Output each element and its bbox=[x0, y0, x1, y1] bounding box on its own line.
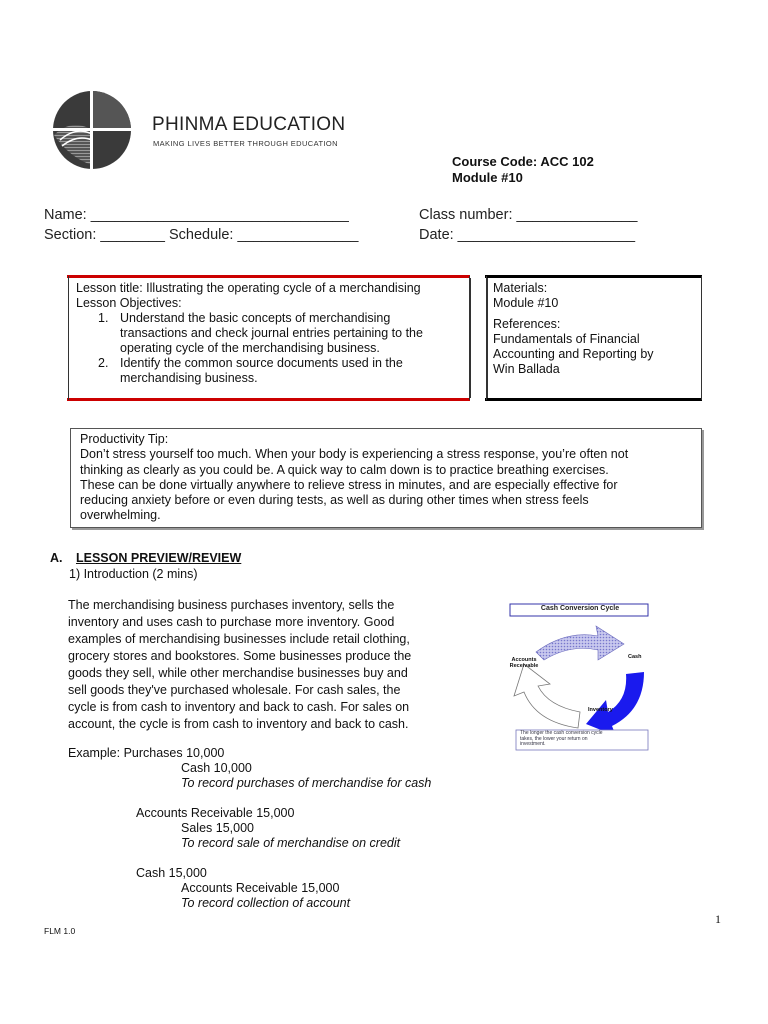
entry-3-credit: Accounts Receivable 15,000 bbox=[181, 881, 340, 895]
intro-line: examples of merchandising businesses include retail clothing, bbox=[68, 632, 410, 646]
objective-2-line: Identify the common source documents used in the bbox=[120, 356, 403, 370]
entry-2-debit: Accounts Receivable 15,000 bbox=[136, 806, 295, 820]
intro-paragraph bbox=[68, 597, 458, 733]
materials-label: Materials: bbox=[493, 281, 548, 295]
section-a-subheading: 1) Introduction (2 mins) bbox=[69, 567, 198, 581]
objective-1 bbox=[76, 311, 466, 356]
diagram-caption bbox=[520, 731, 646, 748]
module-number: Module #10 bbox=[452, 170, 523, 185]
caption-line: takes, the lower your return on bbox=[520, 735, 588, 742]
productivity-tip bbox=[80, 432, 695, 524]
section-a-heading bbox=[50, 551, 241, 565]
entry-2-note: To record sale of merchandise on credit bbox=[181, 836, 401, 850]
lesson-content bbox=[76, 281, 466, 386]
arrow-inventory-to-receivable bbox=[586, 672, 644, 736]
intro-line: grocery stores and bookstores. Some businesses produce the bbox=[68, 649, 412, 663]
arrow-cash-to-inventory bbox=[536, 626, 624, 660]
intro-line: The merchandising business purchases inventory, sells the bbox=[68, 598, 395, 612]
intro-line: account, the cycle is from cash to inventory and back to cash. bbox=[68, 717, 409, 731]
journal-entry-2 bbox=[136, 806, 400, 851]
entry-1-credit: Cash 10,000 bbox=[181, 761, 252, 775]
entry-1-debit: Example: Purchases 10,000 bbox=[68, 746, 225, 760]
entry-1-note: To record purchases of merchandise for cash bbox=[181, 776, 432, 790]
materials-content bbox=[493, 281, 698, 377]
logo-tagline: MAKING LIVES BETTER THROUGH EDUCATION bbox=[153, 139, 338, 148]
objective-1-line: Understand the basic concepts of merchandising bbox=[120, 311, 391, 325]
objective-1-number: 1. bbox=[98, 311, 109, 325]
intro-line: inventory and uses cash to purchase more inventory. Good bbox=[68, 615, 395, 629]
date-field: Date: ______________________ bbox=[419, 227, 636, 243]
objective-2-number: 2. bbox=[98, 356, 109, 370]
name-field: Name: ________________________________ bbox=[44, 207, 349, 223]
course-code: Course Code: ACC 102 bbox=[452, 154, 594, 169]
tip-label: Productivity Tip: bbox=[80, 432, 169, 446]
caption-line: The longer the cash conversion cycle bbox=[520, 730, 603, 736]
journal-entry-3 bbox=[136, 866, 350, 911]
objective-2 bbox=[76, 356, 466, 386]
label-inventory: Inventory bbox=[588, 707, 613, 713]
lesson-title: Lesson title: Illustrating the operating cycle of a merchandising bbox=[76, 281, 421, 295]
reference-line: Win Ballada bbox=[493, 362, 560, 376]
logo-name: PHINMA EDUCATION bbox=[152, 114, 346, 135]
objective-1-line: transactions and check journal entries pertaining to the bbox=[120, 326, 423, 340]
tip-line: overwhelming. bbox=[80, 508, 161, 523]
references-label: References: bbox=[493, 317, 561, 331]
tip-line: These can be done virtually anywhere to relieve stress in minutes, and are especially effective for bbox=[80, 477, 618, 492]
student-fields-left bbox=[44, 205, 358, 245]
footer-version: FLM 1.0 bbox=[44, 926, 76, 936]
diagram-title: Cash Conversion Cycle bbox=[540, 605, 620, 612]
entry-2-credit: Sales 15,000 bbox=[181, 821, 254, 835]
label-accounts-receivable bbox=[502, 657, 546, 669]
caption-line: investment. bbox=[520, 741, 546, 747]
tip-line: Don’t stress yourself too much. When your body is experiencing a stress response, you’re often not bbox=[80, 447, 629, 462]
section-a-title: LESSON PREVIEW/REVIEW bbox=[75, 551, 242, 565]
label-ar-line: Accounts bbox=[511, 657, 537, 663]
entry-3-debit: Cash 15,000 bbox=[136, 866, 207, 880]
label-cash: Cash bbox=[628, 654, 642, 660]
intro-line: cycle is from cash to inventory and back to cash. For sales on bbox=[68, 700, 410, 714]
tip-line: thinking as clearly as you could be. A quick way to calm down is to practice breathing exercises. bbox=[80, 462, 609, 477]
reference-line: Accounting and Reporting by bbox=[493, 347, 654, 361]
journal-entry-1 bbox=[68, 746, 431, 791]
course-info bbox=[452, 154, 594, 186]
intro-line: goods they sell, while other merchandise businesses buy and bbox=[68, 666, 408, 680]
section-a-letter: A. bbox=[50, 551, 63, 565]
section-schedule-field: Section: ________ Schedule: _______________ bbox=[44, 227, 359, 243]
materials-value: Module #10 bbox=[493, 296, 559, 310]
reference-line: Fundamentals of Financial bbox=[493, 332, 640, 346]
tip-line: reducing anxiety before or even during tests, as well as during other times when stress feels bbox=[80, 493, 589, 508]
cash-conversion-cycle-diagram bbox=[506, 600, 654, 752]
arrow-receivable-to-cash bbox=[514, 664, 580, 728]
student-fields-right bbox=[419, 205, 637, 245]
label-ar-line: Receivable bbox=[509, 663, 539, 669]
intro-line: sell goods they've purchased wholesale. For cash sales, the bbox=[68, 683, 401, 697]
page-number: 1 bbox=[715, 912, 721, 926]
objective-2-line: merchandising business. bbox=[120, 371, 258, 385]
lesson-objectives-label: Lesson Objectives: bbox=[76, 296, 182, 310]
objective-1-line: operating cycle of the merchandising business. bbox=[120, 341, 380, 355]
class-number-field: Class number: _______________ bbox=[419, 207, 638, 223]
entry-3-note: To record collection of account bbox=[181, 896, 351, 910]
